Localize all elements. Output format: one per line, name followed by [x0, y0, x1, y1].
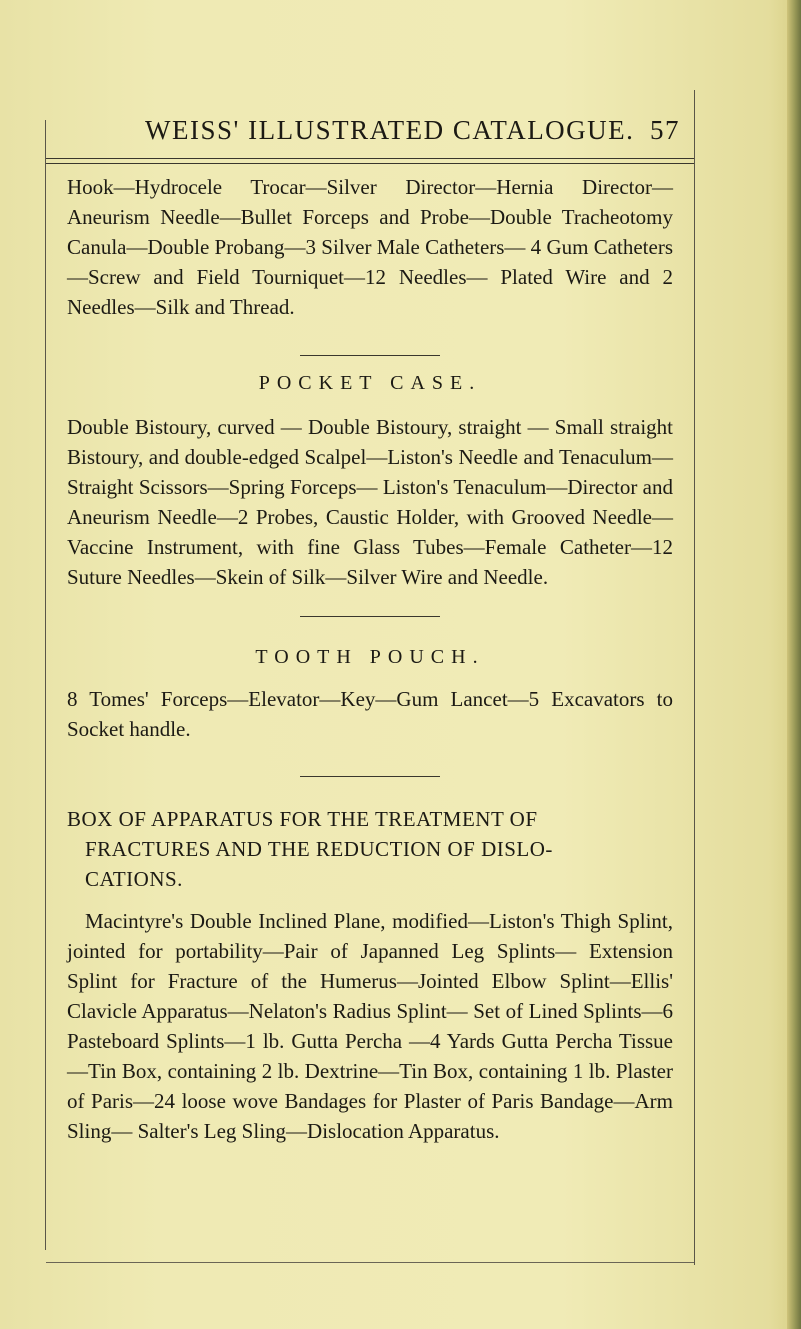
left-margin-line: [45, 120, 46, 1250]
spacer: [67, 592, 673, 636]
bottom-rule: [46, 1262, 694, 1263]
box-apparatus-paragraph: Macintyre's Double Inclined Plane, modified—Liston's Thigh Splint, jointed for portability—Pair of Japanned Leg Splints— Extension Splint for Fracture of the Humerus—Jointed Elbow Splint—Ellis' Clavicle Apparatus—Nelaton's Radius Splint— Set of Lined Splints—6 Pasteboard Splints—1 lb. Gutta Percha —4 Yards Gutta Percha Tissue—Tin Box, containing 2 lb. Dextrine—Tin Box, containing 1 lb. Plaster of Paris—24 loose wove Bandages for Plaster of Paris Bandage—Arm Sling— Salter's Leg Sling—Dislocation Apparatus.: [67, 909, 673, 1143]
box-heading-line-1: BOX OF APPARATUS FOR THE TREATMENT OF: [67, 807, 538, 831]
box-heading-line-2: FRACTURES AND THE REDUCTION OF DISLO-: [85, 837, 553, 861]
section-divider: [300, 776, 440, 777]
page-number: 57: [650, 115, 680, 145]
right-margin-line: [694, 90, 695, 1265]
page-body: [67, 172, 673, 1146]
pocket-case-heading: POCKET CASE.: [258, 372, 482, 394]
section-divider: [300, 355, 440, 356]
pocket-case-paragraph: Double Bistoury, curved — Double Bistoury, straight — Small straight Bistoury, and double-edged Scalpel—Liston's Needle and Tenaculum—Straight Scissors—Spring Forceps— Liston's Tenaculum—Director and Aneurism Needle—2 Probes, Caustic Holder, with Grooved Needle—Vaccine Instrument, with fine Glass Tubes—Female Catheter—12 Suture Needles—Skein of Silk—Silver Wire and Needle.: [67, 415, 673, 589]
spacer: [67, 322, 673, 368]
header-rule: [46, 158, 694, 159]
section-divider: [300, 616, 440, 617]
box-apparatus-heading: [67, 804, 673, 894]
tooth-pouch-heading: TOOTH POUCH.: [255, 646, 485, 668]
box-heading-line-3: CATIONS.: [85, 867, 183, 891]
page-edge-shadow: [787, 0, 801, 1329]
spacer: [67, 744, 673, 790]
header-rule-secondary: [46, 163, 694, 164]
intro-paragraph: Hook—Hydrocele Trocar—Silver Director—Hernia Director— Aneurism Needle—Bullet Forceps and Probe—Double Tracheotomy Canula—Double Probang—3 Silver Male Catheters— 4 Gum Catheters—Screw and Field Tourniquet—12 Needles— Plated Wire and 2 Needles—Silk and Thread.: [67, 175, 673, 319]
tooth-pouch-paragraph: 8 Tomes' Forceps—Elevator—Key—Gum Lancet—5 Excavators to Socket handle.: [67, 687, 673, 741]
header-title: WEISS' ILLUSTRATED CATALOGUE.: [145, 115, 635, 145]
